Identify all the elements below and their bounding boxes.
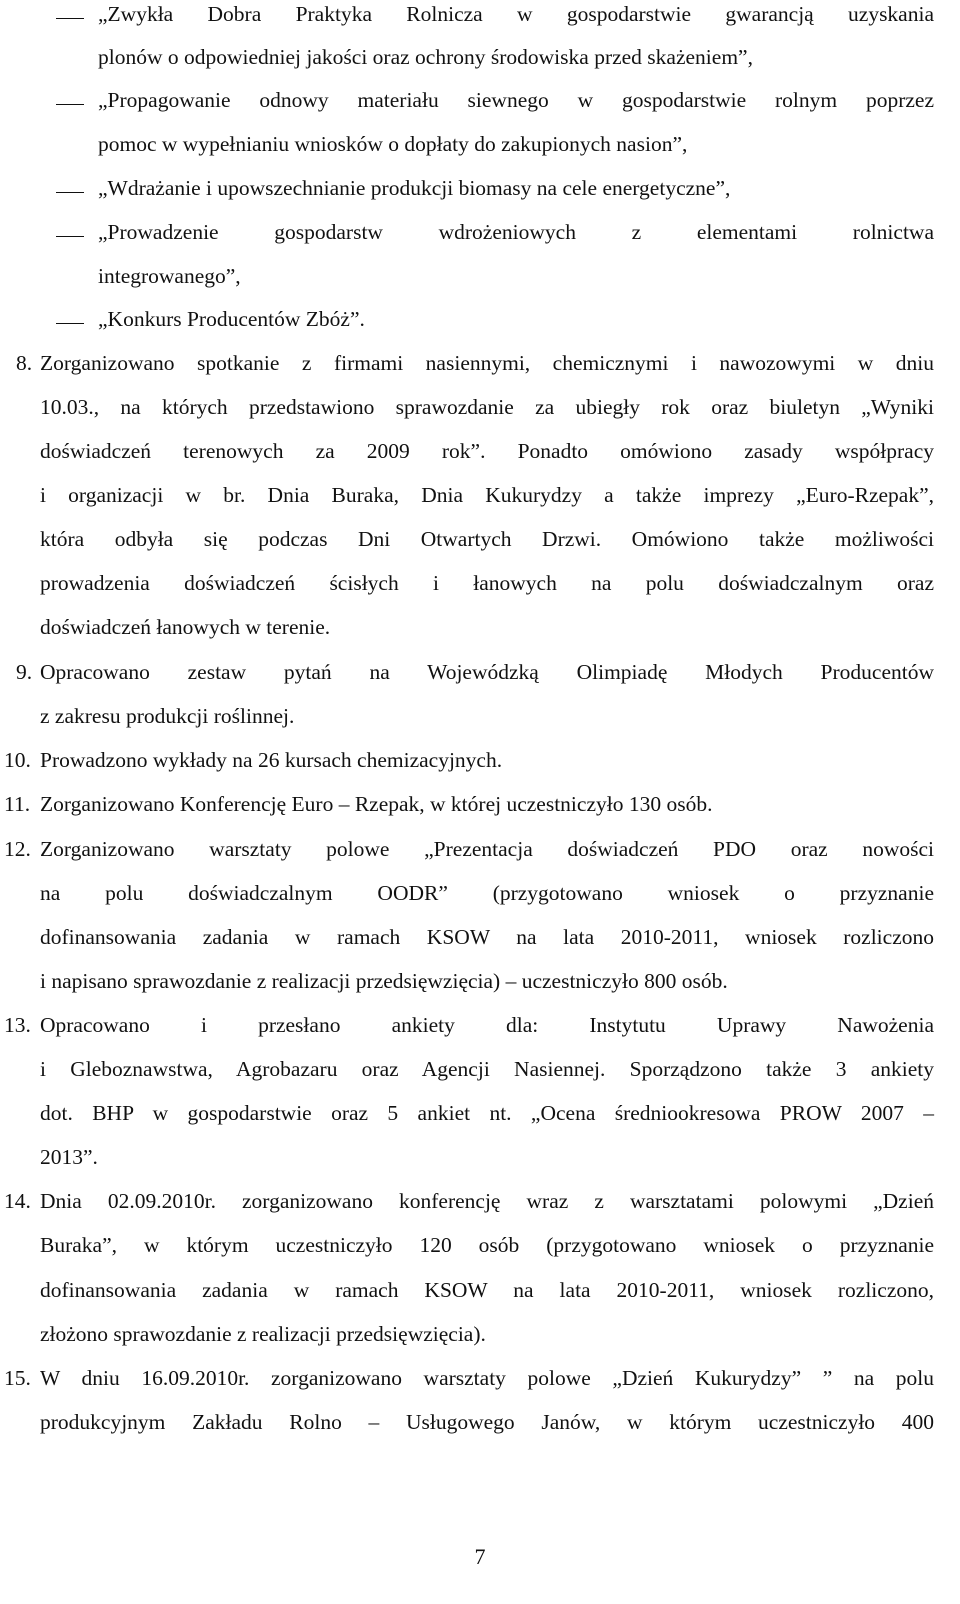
list-item-number: 10. <box>4 748 31 772</box>
list-item-line: prowadzenia doświadczeń ścisłych i łanowych na polu doświadczalnym oraz <box>40 571 934 595</box>
list-item-line: i Gleboznawstwa, Agrobazaru oraz Agencji Nasiennej. Sporządzono także 3 ankiety <box>40 1057 934 1081</box>
bullet-dash-icon <box>56 18 84 19</box>
list-item-line: Buraka”, w którym uczestniczyło 120 osób (przygotowano wniosek o przyznanie <box>40 1233 934 1257</box>
list-item-line: Opracowano i przesłano ankiety dla: Instytutu Uprawy Nawożenia <box>40 1013 934 1037</box>
list-item-number: 9. <box>16 660 33 684</box>
list-item-line: Zorganizowano warsztaty polowe „Prezentacja doświadczeń PDO oraz nowości <box>40 837 934 861</box>
list-item-line: i organizacji w br. Dnia Buraka, Dnia Kukurydzy a także imprezy „Euro-Rzepak”, <box>40 483 934 507</box>
list-item-number: 11. <box>4 792 31 816</box>
bullet-dash-icon <box>56 104 84 105</box>
bullet-dash-icon <box>56 236 84 237</box>
bullet-dash-icon <box>56 323 84 324</box>
list-item-line: doświadczeń terenowych za 2009 rok”. Ponadto omówiono zasady współpracy <box>40 439 934 463</box>
list-item-line: W dniu 16.09.2010r. zorganizowano warsztaty polowe „Dzień Kukurydzy” ” na polu <box>40 1366 934 1390</box>
list-item-number: 8. <box>16 351 33 375</box>
list-item-number: 14. <box>4 1189 31 1213</box>
bullet-line: „Prowadzenie gospodarstw wdrożeniowych z elementami rolnictwa <box>98 220 934 244</box>
list-item-number: 12. <box>4 837 31 861</box>
bullet-line: pomoc w wypełnianiu wniosków o dopłaty do zakupionych nasion”, <box>98 132 688 156</box>
list-item-line: produkcyjnym Zakładu Rolno – Usługowego Janów, w którym uczestniczyło 400 <box>40 1410 934 1434</box>
list-item-line: 2013”. <box>40 1145 98 1169</box>
list-item-line: dot. BHP w gospodarstwie oraz 5 ankiet nt. „Ocena średniookresowa PROW 2007 – <box>40 1101 934 1125</box>
list-item-line: na polu doświadczalnym OODR” (przygotowano wniosek o przyznanie <box>40 881 934 905</box>
list-item-line: która odbyła się podczas Dni Otwartych Drzwi. Omówiono także możliwości <box>40 527 934 551</box>
list-item-line: Opracowano zestaw pytań na Wojewódzką Olimpiadę Młodych Producentów <box>40 660 934 684</box>
list-item-line: i napisano sprawozdanie z realizacji przedsięwzięcia) – uczestniczyło 800 osób. <box>40 969 728 993</box>
list-item-line: dofinansowania zadania w ramach KSOW na lata 2010-2011, wniosek rozliczono, <box>40 1278 934 1302</box>
bullet-line: „Konkurs Producentów Zbóż”. <box>98 307 365 331</box>
bullet-dash-icon <box>56 192 84 193</box>
list-item-line: dofinansowania zadania w ramach KSOW na lata 2010-2011, wniosek rozliczono <box>40 925 934 949</box>
bullet-line: plonów o odpowiedniej jakości oraz ochrony środowiska przed skażeniem”, <box>98 45 753 69</box>
list-item-line: Zorganizowano Konferencję Euro – Rzepak, w której uczestniczyło 130 osób. <box>40 792 713 816</box>
bullet-line: integrowanego”, <box>98 264 241 288</box>
page-number: 7 <box>474 1544 486 1569</box>
bullet-line: „Propagowanie odnowy materiału siewnego w gospodarstwie rolnym poprzez <box>98 88 934 112</box>
list-item-number: 15. <box>4 1366 31 1390</box>
list-item-line: z zakresu produkcji roślinnej. <box>40 704 295 728</box>
list-item-number: 13. <box>4 1013 31 1037</box>
bullet-line: „Wdrażanie i upowszechnianie produkcji biomasy na cele energetyczne”, <box>98 176 731 200</box>
list-item-line: Prowadzono wykłady na 26 kursach chemizacyjnych. <box>40 748 503 772</box>
list-item-line: 10.03., na których przedstawiono sprawozdanie za ubiegły rok oraz biuletyn „Wyniki <box>40 395 934 419</box>
list-item-line: doświadczeń łanowych w terenie. <box>40 615 331 639</box>
bullet-line: „Zwykła Dobra Praktyka Rolnicza w gospodarstwie gwarancją uzyskania <box>98 2 934 26</box>
list-item-line: złożono sprawozdanie z realizacji przedsięwzięcia). <box>40 1322 486 1346</box>
list-item-line: Zorganizowano spotkanie z firmami nasiennymi, chemicznymi i nawozowymi w dniu <box>40 351 934 375</box>
list-item-line: Dnia 02.09.2010r. zorganizowano konferencję wraz z warsztatami polowymi „Dzień <box>40 1189 934 1213</box>
